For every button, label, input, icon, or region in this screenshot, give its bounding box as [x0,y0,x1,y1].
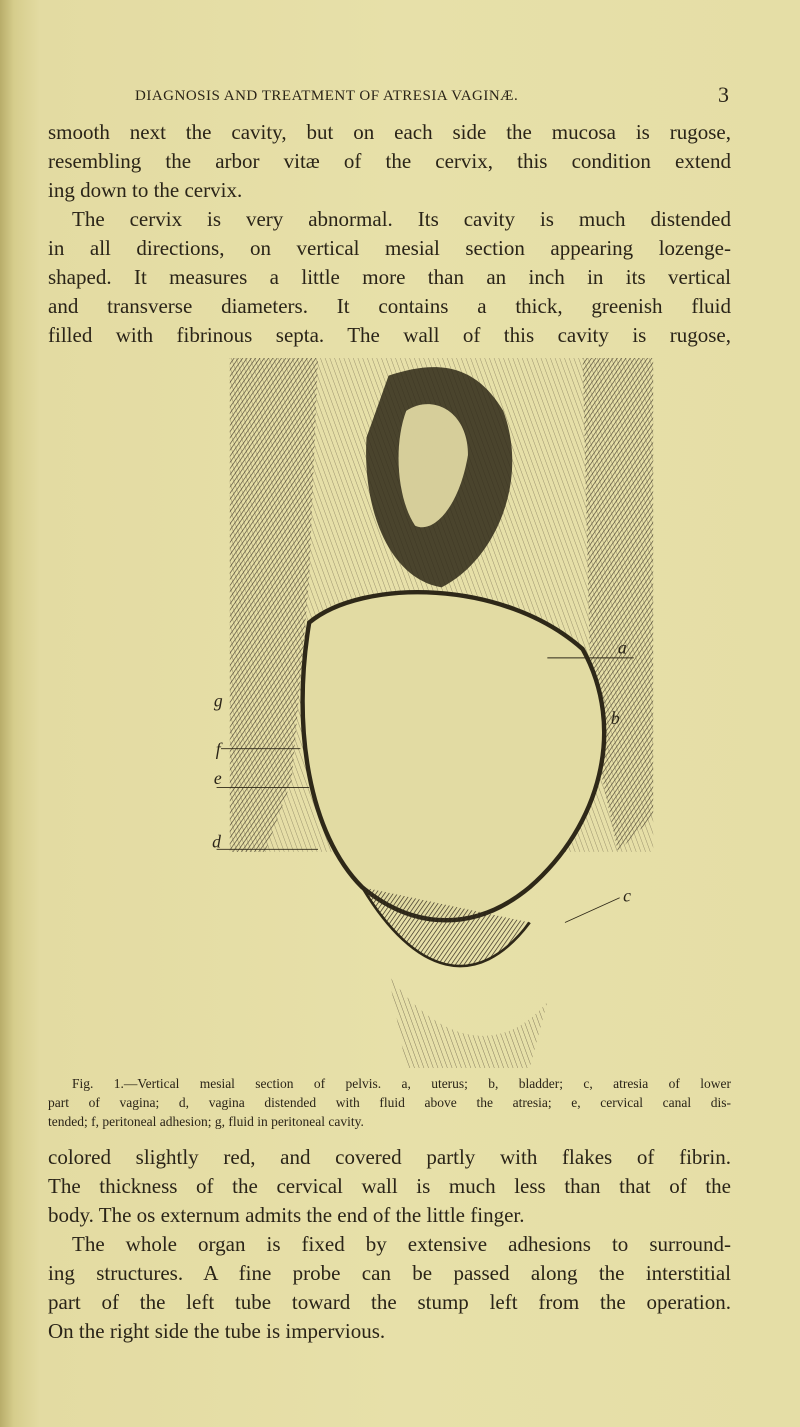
text-line: body. The os externum admits the end of the little finger. [48,1203,525,1227]
text-line: and transverse diameters. It contains a thick, greenish fluid [48,294,731,318]
figure-label-a: a [617,637,627,658]
distended-vagina [303,592,605,920]
figure-label-b: b [610,708,620,729]
figure-label-d: d [212,831,221,852]
text-line: smooth next the cavity, but on each side the mucosa is rugose, [48,120,731,144]
figure-label-f: f [215,738,221,759]
paragraph-2 [48,1143,731,1346]
pelvis-section-illustration [212,358,671,1068]
running-header: DIAGNOSIS AND TREATMENT OF ATRESIA VAGINÆ. [135,88,519,104]
text-line: ing structures. A fine probe can be passed along the interstitial [48,1261,731,1285]
text-line: in all directions, on vertical mesial section appearing lozenge- [48,236,731,260]
text-line: colored slightly red, and covered partly with flakes of fibrin. [48,1145,731,1169]
text-line: shaped. It measures a little more than an inch in its vertical [48,265,731,289]
figure-label-c: c [623,885,632,906]
figure-label-e: e [213,768,222,788]
text-line: filled with fibrinous septa. The wall of this cavity is rugose, [48,323,731,347]
text-line: The thickness of the cervical wall is much less than that of the [48,1174,731,1198]
caption-line: Fig. 1.—Vertical mesial section of pelvis. a, uterus; b, bladder; c, atresia of lower [72,1076,731,1091]
figure-caption [48,1074,731,1131]
text-line: The whole organ is fixed by extensive adhesions to surround- [72,1232,731,1256]
paragraph-1 [48,118,731,350]
perineum [389,975,548,1068]
caption-line: part of vagina; d, vagina distended with fluid above the atresia; e, cervical canal dis- [48,1095,731,1110]
text-line: On the right side the tube is impervious. [48,1319,386,1343]
text-line: ing down to the cervix. [48,178,243,202]
text-line: The cervix is very abnormal. Its cavity is much distended [72,207,731,231]
caption-line: tended; f, peritoneal adhesion; g, fluid in peritoneal cavity. [48,1114,364,1129]
text-line: part of the left tube toward the stump left from the operation. [48,1290,731,1314]
figure-label-g: g [213,690,223,711]
page-number: 3 [718,82,729,107]
text-line: resembling the arbor vitæ of the cervix, this condition extend [48,149,731,173]
